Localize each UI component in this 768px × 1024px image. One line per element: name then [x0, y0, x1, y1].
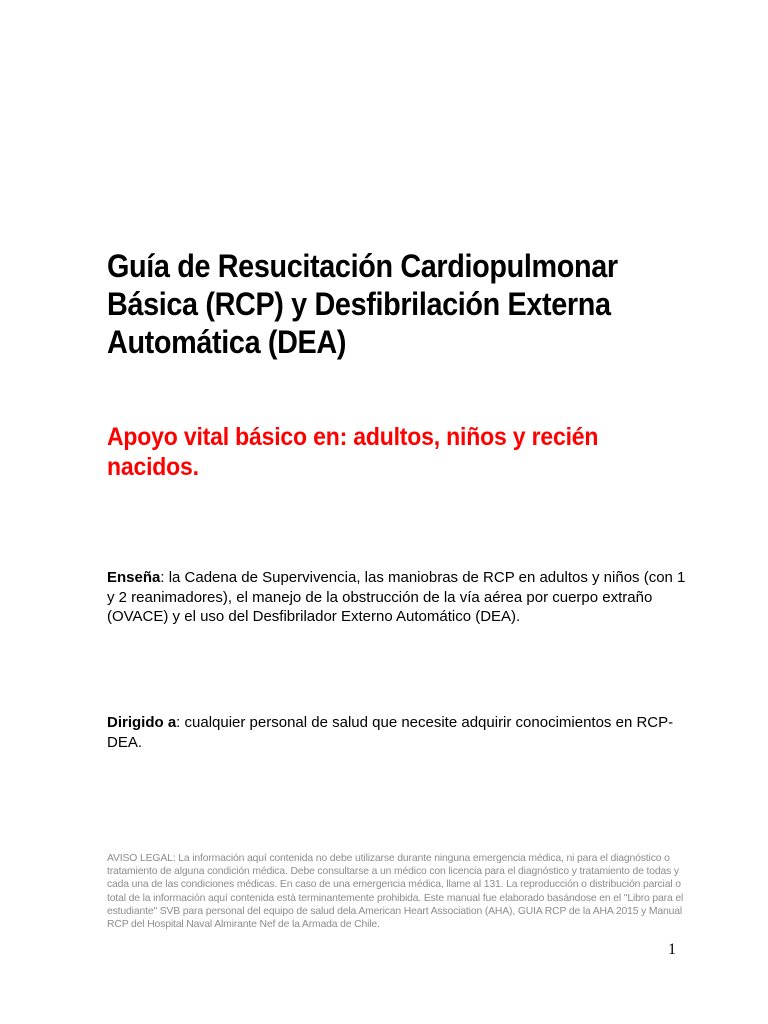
dirigido-label: Dirigido a	[107, 714, 177, 731]
dirigido-text: : cualquier personal de salud que necesite adquirir conocimientos en RCP-DEA.	[107, 714, 674, 751]
ensena-label: Enseña	[107, 569, 161, 586]
ensena-paragraph	[107, 568, 687, 627]
legal-notice: AVISO LEGAL: La información aquí contenida no debe utilizarse durante ninguna emergencia médica, ni para el diagnóstico o tratamiento de alguna condición médica. Debe consultarse a un médico con licencia para el diagnóstico y tratamiento de todas y cada una de las condiciones médicas. En caso de una emergencia médica, llame al 131. La reproducción o distribución parcial o total de la información aquí contenida está terminantemente prohibida. Este manual fue elaborado basándose en el "Libro para el estudiante" SVB para personal del equipo de salud dela American Heart Association (AHA), GUIA RCP de la AHA 2015 y Manual RCP del Hospital Naval Almirante Nef de la Armada de Chile.	[107, 853, 684, 931]
document-title: Guía de Resucitación Cardiopulmonar Básica (RCP) y Desfibrilación Externa Automática (DEA)	[107, 248, 618, 360]
document-subtitle: Apoyo vital básico en: adultos, niños y recién nacidos.	[107, 423, 599, 481]
ensena-text: : la Cadena de Supervivencia, las maniobras de RCP en adultos y niños (con 1 y 2 reanimadores), el manejo de la obstrucción de la vía aérea por cuerpo extraño (OVACE) y el uso del Desfibrilador Externo Automático (DEA).	[107, 569, 686, 625]
dirigido-paragraph	[107, 713, 687, 752]
page-number: 1	[668, 941, 676, 958]
